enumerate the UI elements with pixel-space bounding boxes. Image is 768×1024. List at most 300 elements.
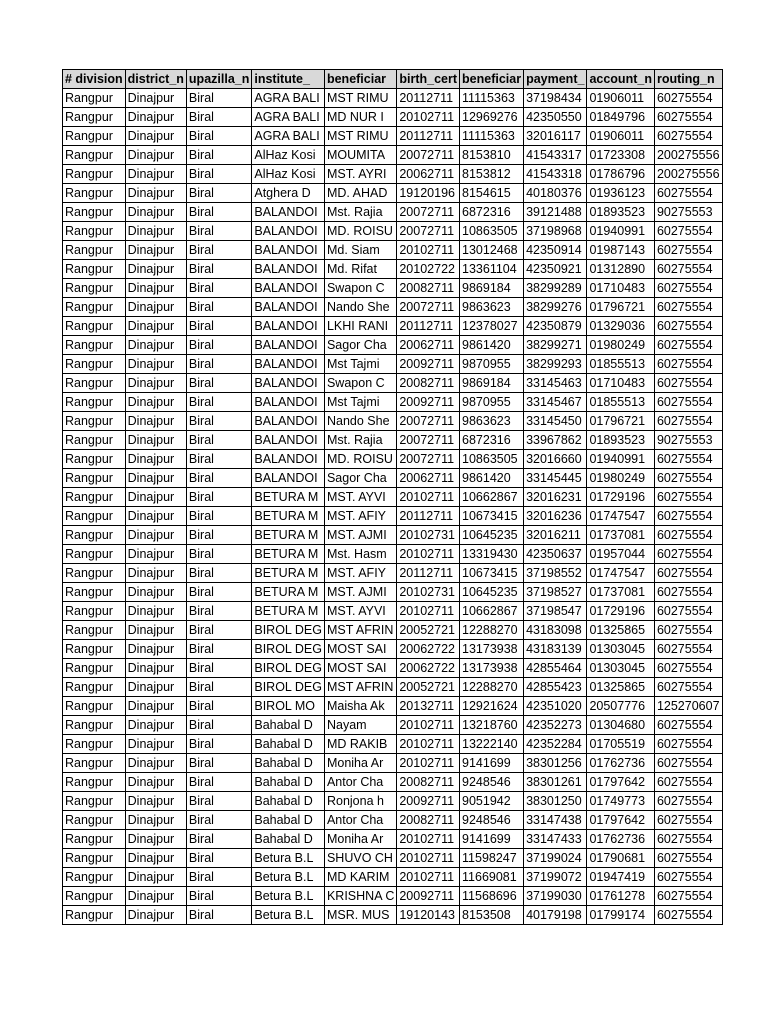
table-cell[interactable]: 01303045 <box>587 659 655 678</box>
table-cell[interactable]: 20092711 <box>397 355 460 374</box>
table-cell[interactable]: 9141699 <box>460 830 524 849</box>
table-cell[interactable]: Nando She <box>324 298 396 317</box>
table-cell[interactable]: 40180376 <box>524 184 587 203</box>
table-cell[interactable]: 01304680 <box>587 716 655 735</box>
table-cell[interactable]: Biral <box>186 583 251 602</box>
table-cell[interactable]: Dinajpur <box>125 697 186 716</box>
table-cell[interactable]: BALANDOI <box>252 241 325 260</box>
table-cell[interactable]: MST RIMU <box>324 89 396 108</box>
table-cell[interactable]: Rangpur <box>63 887 126 906</box>
table-cell[interactable]: BALANDOI <box>252 431 325 450</box>
table-cell[interactable]: 60275554 <box>654 811 722 830</box>
table-cell[interactable]: 42352284 <box>524 735 587 754</box>
table-cell[interactable]: 01855513 <box>587 355 655 374</box>
table-cell[interactable]: 20102722 <box>397 260 460 279</box>
table-cell[interactable]: 9248546 <box>460 773 524 792</box>
table-cell[interactable]: Swapon C <box>324 279 396 298</box>
table-cell[interactable]: 38299289 <box>524 279 587 298</box>
table-cell[interactable]: 01762736 <box>587 830 655 849</box>
column-header[interactable]: beneficiar <box>460 70 524 89</box>
table-cell[interactable]: MD. ROISU <box>324 222 396 241</box>
table-cell[interactable]: 20102731 <box>397 583 460 602</box>
table-cell[interactable]: MD. ROISU <box>324 450 396 469</box>
table-cell[interactable]: AGRA BALI <box>252 108 325 127</box>
table-cell[interactable]: 19120196 <box>397 184 460 203</box>
table-cell[interactable]: Antor Cha <box>324 773 396 792</box>
table-cell[interactable]: 9869184 <box>460 374 524 393</box>
table-cell[interactable]: Dinajpur <box>125 868 186 887</box>
table-cell[interactable]: 9870955 <box>460 393 524 412</box>
table-cell[interactable]: 8153508 <box>460 906 524 925</box>
table-cell[interactable]: Dinajpur <box>125 108 186 127</box>
column-header[interactable]: routing_n <box>654 70 722 89</box>
table-cell[interactable]: 60275554 <box>654 488 722 507</box>
table-cell[interactable]: Dinajpur <box>125 241 186 260</box>
table-cell[interactable]: 01762736 <box>587 754 655 773</box>
table-cell[interactable]: Dinajpur <box>125 735 186 754</box>
table-cell[interactable]: AGRA BALI <box>252 89 325 108</box>
table-cell[interactable]: Rangpur <box>63 165 126 184</box>
table-cell[interactable]: Rangpur <box>63 431 126 450</box>
table-cell[interactable]: Moniha Ar <box>324 830 396 849</box>
table-cell[interactable]: 12288270 <box>460 621 524 640</box>
table-cell[interactable]: Rangpur <box>63 640 126 659</box>
table-cell[interactable]: 20112711 <box>397 564 460 583</box>
table-cell[interactable]: Rangpur <box>63 222 126 241</box>
table-cell[interactable]: 8153812 <box>460 165 524 184</box>
table-cell[interactable]: 11568696 <box>460 887 524 906</box>
table-cell[interactable]: MOUMITA <box>324 146 396 165</box>
table-cell[interactable]: Biral <box>186 659 251 678</box>
table-cell[interactable]: 01940991 <box>587 450 655 469</box>
table-cell[interactable]: 41543318 <box>524 165 587 184</box>
table-cell[interactable]: Dinajpur <box>125 792 186 811</box>
table-cell[interactable]: AlHaz Kosi <box>252 165 325 184</box>
table-cell[interactable]: Rangpur <box>63 621 126 640</box>
table-cell[interactable]: 60275554 <box>654 773 722 792</box>
table-cell[interactable]: BALANDOI <box>252 279 325 298</box>
table-cell[interactable]: 60275554 <box>654 659 722 678</box>
table-cell[interactable]: Bahabal D <box>252 735 325 754</box>
table-cell[interactable]: 8154615 <box>460 184 524 203</box>
table-cell[interactable]: 10863505 <box>460 450 524 469</box>
table-cell[interactable]: 20102711 <box>397 545 460 564</box>
table-cell[interactable]: 01303045 <box>587 640 655 659</box>
table-cell[interactable]: 60275554 <box>654 89 722 108</box>
table-cell[interactable]: 42855464 <box>524 659 587 678</box>
table-cell[interactable]: 37198552 <box>524 564 587 583</box>
table-cell[interactable]: Dinajpur <box>125 260 186 279</box>
table-cell[interactable]: 01737081 <box>587 583 655 602</box>
table-cell[interactable]: 42855423 <box>524 678 587 697</box>
table-cell[interactable]: MD. AHAD <box>324 184 396 203</box>
table-cell[interactable]: BALANDOI <box>252 469 325 488</box>
table-cell[interactable]: Bahabal D <box>252 773 325 792</box>
table-cell[interactable]: Dinajpur <box>125 906 186 925</box>
table-cell[interactable]: Dinajpur <box>125 887 186 906</box>
table-cell[interactable]: Betura B.L <box>252 849 325 868</box>
table-cell[interactable]: 20132711 <box>397 697 460 716</box>
table-cell[interactable]: Dinajpur <box>125 811 186 830</box>
table-cell[interactable]: Atghera D <box>252 184 325 203</box>
table-cell[interactable]: 37198547 <box>524 602 587 621</box>
table-cell[interactable]: Rangpur <box>63 545 126 564</box>
table-cell[interactable]: BIROL DEG <box>252 621 325 640</box>
table-cell[interactable]: Bahabal D <box>252 716 325 735</box>
table-cell[interactable]: 33145467 <box>524 393 587 412</box>
table-cell[interactable]: 10673415 <box>460 507 524 526</box>
table-cell[interactable]: BIROL DEG <box>252 659 325 678</box>
table-cell[interactable]: 20102711 <box>397 716 460 735</box>
table-cell[interactable]: 60275554 <box>654 108 722 127</box>
table-cell[interactable]: 20102711 <box>397 488 460 507</box>
table-cell[interactable]: 01729196 <box>587 602 655 621</box>
table-cell[interactable]: 20102711 <box>397 241 460 260</box>
table-cell[interactable]: 60275554 <box>654 317 722 336</box>
table-cell[interactable]: BETURA M <box>252 602 325 621</box>
table-cell[interactable]: 01797642 <box>587 811 655 830</box>
table-cell[interactable]: BALANDOI <box>252 222 325 241</box>
table-cell[interactable]: 12969276 <box>460 108 524 127</box>
table-cell[interactable]: 39121488 <box>524 203 587 222</box>
table-cell[interactable]: 01325865 <box>587 621 655 640</box>
table-cell[interactable]: Rangpur <box>63 735 126 754</box>
table-cell[interactable]: 19120143 <box>397 906 460 925</box>
table-cell[interactable]: 20102711 <box>397 849 460 868</box>
table-cell[interactable]: 6872316 <box>460 431 524 450</box>
table-cell[interactable]: Mst. Rajia <box>324 431 396 450</box>
table-cell[interactable]: 01761278 <box>587 887 655 906</box>
table-cell[interactable]: 8153810 <box>460 146 524 165</box>
table-cell[interactable]: 20102711 <box>397 735 460 754</box>
table-cell[interactable]: 60275554 <box>654 716 722 735</box>
table-cell[interactable]: MSR. MUS <box>324 906 396 925</box>
table-cell[interactable]: 01980249 <box>587 469 655 488</box>
table-cell[interactable]: Betura B.L <box>252 906 325 925</box>
table-cell[interactable]: 41543317 <box>524 146 587 165</box>
table-cell[interactable]: 37198434 <box>524 89 587 108</box>
table-cell[interactable]: Dinajpur <box>125 279 186 298</box>
table-cell[interactable]: Biral <box>186 165 251 184</box>
table-cell[interactable]: Dinajpur <box>125 127 186 146</box>
table-cell[interactable]: Rangpur <box>63 659 126 678</box>
table-cell[interactable]: 20052721 <box>397 678 460 697</box>
table-cell[interactable]: 01796721 <box>587 298 655 317</box>
table-cell[interactable]: 01855513 <box>587 393 655 412</box>
table-cell[interactable]: BALANDOI <box>252 336 325 355</box>
table-cell[interactable]: Biral <box>186 298 251 317</box>
table-cell[interactable]: 60275554 <box>654 526 722 545</box>
table-cell[interactable]: 43183139 <box>524 640 587 659</box>
column-header[interactable]: birth_cert <box>397 70 460 89</box>
table-cell[interactable]: Dinajpur <box>125 431 186 450</box>
table-cell[interactable]: 01737081 <box>587 526 655 545</box>
table-cell[interactable]: BALANDOI <box>252 393 325 412</box>
table-cell[interactable]: 60275554 <box>654 393 722 412</box>
table-cell[interactable]: Rangpur <box>63 108 126 127</box>
table-cell[interactable]: Rangpur <box>63 336 126 355</box>
table-cell[interactable]: 60275554 <box>654 545 722 564</box>
table-cell[interactable]: Rangpur <box>63 355 126 374</box>
table-cell[interactable]: 01957044 <box>587 545 655 564</box>
table-cell[interactable]: Rangpur <box>63 184 126 203</box>
table-cell[interactable]: 20102711 <box>397 830 460 849</box>
table-cell[interactable]: Rangpur <box>63 773 126 792</box>
table-cell[interactable]: Biral <box>186 849 251 868</box>
table-cell[interactable]: Rangpur <box>63 868 126 887</box>
table-cell[interactable]: Dinajpur <box>125 317 186 336</box>
table-cell[interactable]: 11598247 <box>460 849 524 868</box>
table-cell[interactable]: Dinajpur <box>125 450 186 469</box>
table-cell[interactable]: 20082711 <box>397 811 460 830</box>
table-cell[interactable]: 20092711 <box>397 393 460 412</box>
table-cell[interactable]: Rangpur <box>63 89 126 108</box>
table-cell[interactable]: 43183098 <box>524 621 587 640</box>
table-cell[interactable]: 20062722 <box>397 640 460 659</box>
table-cell[interactable]: 20102711 <box>397 108 460 127</box>
table-cell[interactable]: Biral <box>186 868 251 887</box>
table-cell[interactable]: 33145463 <box>524 374 587 393</box>
table-cell[interactable]: Mst Tajmi <box>324 355 396 374</box>
table-cell[interactable]: Biral <box>186 469 251 488</box>
table-cell[interactable]: 13173938 <box>460 659 524 678</box>
table-cell[interactable]: 13361104 <box>460 260 524 279</box>
table-cell[interactable]: 60275554 <box>654 564 722 583</box>
table-cell[interactable]: Dinajpur <box>125 507 186 526</box>
table-cell[interactable]: 200275556 <box>654 165 722 184</box>
table-cell[interactable]: 60275554 <box>654 754 722 773</box>
table-cell[interactable]: 60275554 <box>654 412 722 431</box>
table-cell[interactable]: 10673415 <box>460 564 524 583</box>
table-cell[interactable]: Rangpur <box>63 260 126 279</box>
table-cell[interactable]: BIROL DEG <box>252 678 325 697</box>
table-cell[interactable]: MST RIMU <box>324 127 396 146</box>
table-cell[interactable]: Nayam <box>324 716 396 735</box>
table-cell[interactable]: 38301261 <box>524 773 587 792</box>
table-cell[interactable]: KRISHNA C <box>324 887 396 906</box>
table-cell[interactable]: Rangpur <box>63 849 126 868</box>
table-cell[interactable]: Dinajpur <box>125 469 186 488</box>
table-cell[interactable]: Rangpur <box>63 146 126 165</box>
table-cell[interactable]: AlHaz Kosi <box>252 146 325 165</box>
table-cell[interactable]: 9248546 <box>460 811 524 830</box>
table-cell[interactable]: Biral <box>186 203 251 222</box>
table-cell[interactable]: 38299293 <box>524 355 587 374</box>
table-cell[interactable]: 9861420 <box>460 469 524 488</box>
table-cell[interactable]: Biral <box>186 431 251 450</box>
table-cell[interactable]: 20072711 <box>397 412 460 431</box>
table-cell[interactable]: LKHI RANI <box>324 317 396 336</box>
table-cell[interactable]: 42352273 <box>524 716 587 735</box>
table-cell[interactable]: 38301256 <box>524 754 587 773</box>
table-cell[interactable]: Rangpur <box>63 754 126 773</box>
table-cell[interactable]: 60275554 <box>654 355 722 374</box>
table-cell[interactable]: Md. Rifat <box>324 260 396 279</box>
table-cell[interactable]: Dinajpur <box>125 849 186 868</box>
table-cell[interactable]: MOST SAI <box>324 659 396 678</box>
table-cell[interactable]: BIROL MO <box>252 697 325 716</box>
table-cell[interactable]: 32016117 <box>524 127 587 146</box>
table-cell[interactable]: 37198527 <box>524 583 587 602</box>
table-cell[interactable]: Dinajpur <box>125 659 186 678</box>
table-cell[interactable]: MST. AJMI <box>324 583 396 602</box>
table-cell[interactable]: 01749773 <box>587 792 655 811</box>
table-cell[interactable]: 37199072 <box>524 868 587 887</box>
table-cell[interactable]: 60275554 <box>654 678 722 697</box>
table-cell[interactable]: 10662867 <box>460 488 524 507</box>
table-cell[interactable]: Biral <box>186 393 251 412</box>
table-cell[interactable]: 9141699 <box>460 754 524 773</box>
table-cell[interactable]: 33967862 <box>524 431 587 450</box>
table-cell[interactable]: 32016660 <box>524 450 587 469</box>
table-cell[interactable]: 01799174 <box>587 906 655 925</box>
table-cell[interactable]: Biral <box>186 735 251 754</box>
table-cell[interactable]: 33147438 <box>524 811 587 830</box>
table-cell[interactable]: Dinajpur <box>125 640 186 659</box>
table-cell[interactable]: 01786796 <box>587 165 655 184</box>
table-cell[interactable]: 60275554 <box>654 887 722 906</box>
table-cell[interactable]: BALANDOI <box>252 374 325 393</box>
table-cell[interactable]: 60275554 <box>654 260 722 279</box>
table-cell[interactable]: Bahabal D <box>252 811 325 830</box>
table-cell[interactable]: Dinajpur <box>125 222 186 241</box>
table-cell[interactable]: 10662867 <box>460 602 524 621</box>
table-cell[interactable]: MST. AFIY <box>324 507 396 526</box>
table-cell[interactable]: Biral <box>186 374 251 393</box>
table-cell[interactable]: 01705519 <box>587 735 655 754</box>
table-cell[interactable]: MST. AFIY <box>324 564 396 583</box>
table-cell[interactable]: Antor Cha <box>324 811 396 830</box>
table-cell[interactable]: 60275554 <box>654 298 722 317</box>
table-cell[interactable]: Rangpur <box>63 507 126 526</box>
table-cell[interactable]: 10645235 <box>460 526 524 545</box>
table-cell[interactable]: 01940991 <box>587 222 655 241</box>
table-cell[interactable]: 13319430 <box>460 545 524 564</box>
table-cell[interactable]: 01936123 <box>587 184 655 203</box>
table-cell[interactable]: Bahabal D <box>252 754 325 773</box>
table-cell[interactable]: Biral <box>186 678 251 697</box>
table-cell[interactable]: 20102731 <box>397 526 460 545</box>
table-cell[interactable]: 60275554 <box>654 583 722 602</box>
table-cell[interactable]: 01906011 <box>587 89 655 108</box>
table-cell[interactable]: 20062722 <box>397 659 460 678</box>
table-cell[interactable]: Biral <box>186 906 251 925</box>
table-cell[interactable]: BETURA M <box>252 526 325 545</box>
table-cell[interactable]: Dinajpur <box>125 564 186 583</box>
table-cell[interactable]: Dinajpur <box>125 526 186 545</box>
table-cell[interactable]: Ronjona h <box>324 792 396 811</box>
table-cell[interactable]: 01796721 <box>587 412 655 431</box>
table-cell[interactable]: MD RAKIB <box>324 735 396 754</box>
table-cell[interactable]: Dinajpur <box>125 89 186 108</box>
table-cell[interactable]: Rangpur <box>63 697 126 716</box>
table-cell[interactable]: Rangpur <box>63 906 126 925</box>
table-cell[interactable]: 01893523 <box>587 203 655 222</box>
table-cell[interactable]: Biral <box>186 811 251 830</box>
table-cell[interactable]: BALANDOI <box>252 450 325 469</box>
table-cell[interactable]: 9869184 <box>460 279 524 298</box>
table-cell[interactable]: 60275554 <box>654 127 722 146</box>
table-cell[interactable]: 01710483 <box>587 279 655 298</box>
table-cell[interactable]: Bahabal D <box>252 792 325 811</box>
table-cell[interactable]: 01790681 <box>587 849 655 868</box>
table-cell[interactable]: Rangpur <box>63 203 126 222</box>
table-cell[interactable]: Biral <box>186 127 251 146</box>
table-cell[interactable]: Biral <box>186 830 251 849</box>
table-cell[interactable]: BALANDOI <box>252 298 325 317</box>
table-cell[interactable]: Biral <box>186 602 251 621</box>
table-cell[interactable]: 01980249 <box>587 336 655 355</box>
table-cell[interactable]: 20507776 <box>587 697 655 716</box>
table-cell[interactable]: 20102711 <box>397 754 460 773</box>
table-cell[interactable]: 60275554 <box>654 830 722 849</box>
table-cell[interactable]: Biral <box>186 526 251 545</box>
table-cell[interactable]: Rangpur <box>63 241 126 260</box>
table-cell[interactable]: Rangpur <box>63 127 126 146</box>
table-cell[interactable]: 20082711 <box>397 773 460 792</box>
table-cell[interactable]: 01329036 <box>587 317 655 336</box>
table-cell[interactable]: Moniha Ar <box>324 754 396 773</box>
table-cell[interactable]: Biral <box>186 792 251 811</box>
table-cell[interactable]: 42350550 <box>524 108 587 127</box>
table-cell[interactable]: BALANDOI <box>252 260 325 279</box>
table-cell[interactable]: 20072711 <box>397 450 460 469</box>
table-cell[interactable]: Biral <box>186 317 251 336</box>
table-cell[interactable]: BIROL DEG <box>252 640 325 659</box>
table-cell[interactable]: Rangpur <box>63 811 126 830</box>
table-cell[interactable]: 12921624 <box>460 697 524 716</box>
table-cell[interactable]: Biral <box>186 887 251 906</box>
table-cell[interactable]: 32016231 <box>524 488 587 507</box>
table-cell[interactable]: 40179198 <box>524 906 587 925</box>
table-cell[interactable]: Dinajpur <box>125 773 186 792</box>
table-cell[interactable]: Betura B.L <box>252 868 325 887</box>
column-header[interactable]: account_n <box>587 70 655 89</box>
table-cell[interactable]: Biral <box>186 184 251 203</box>
table-cell[interactable]: 01710483 <box>587 374 655 393</box>
table-cell[interactable]: BETURA M <box>252 545 325 564</box>
table-cell[interactable]: 20092711 <box>397 792 460 811</box>
table-cell[interactable]: MST. AJMI <box>324 526 396 545</box>
table-cell[interactable]: 38299271 <box>524 336 587 355</box>
table-cell[interactable]: 01723308 <box>587 146 655 165</box>
table-cell[interactable]: 01729196 <box>587 488 655 507</box>
table-cell[interactable]: 01947419 <box>587 868 655 887</box>
table-cell[interactable]: 9861420 <box>460 336 524 355</box>
table-cell[interactable]: Dinajpur <box>125 374 186 393</box>
table-cell[interactable]: Mst. Hasm <box>324 545 396 564</box>
table-cell[interactable]: 60275554 <box>654 450 722 469</box>
table-cell[interactable]: Biral <box>186 773 251 792</box>
table-cell[interactable]: 13222140 <box>460 735 524 754</box>
column-header[interactable]: upazilla_n <box>186 70 251 89</box>
table-cell[interactable]: Rangpur <box>63 469 126 488</box>
table-cell[interactable]: Dinajpur <box>125 165 186 184</box>
table-cell[interactable]: 20072711 <box>397 298 460 317</box>
table-cell[interactable]: BETURA M <box>252 488 325 507</box>
table-cell[interactable]: Rangpur <box>63 374 126 393</box>
column-header[interactable]: payment_ <box>524 70 587 89</box>
table-cell[interactable]: 13173938 <box>460 640 524 659</box>
table-cell[interactable]: 01747547 <box>587 564 655 583</box>
column-header[interactable]: district_n <box>125 70 186 89</box>
table-cell[interactable]: 01906011 <box>587 127 655 146</box>
table-cell[interactable]: Rangpur <box>63 279 126 298</box>
table-cell[interactable]: 60275554 <box>654 222 722 241</box>
table-cell[interactable]: 20112711 <box>397 317 460 336</box>
table-cell[interactable]: MST AFRIN <box>324 621 396 640</box>
table-cell[interactable]: Biral <box>186 488 251 507</box>
